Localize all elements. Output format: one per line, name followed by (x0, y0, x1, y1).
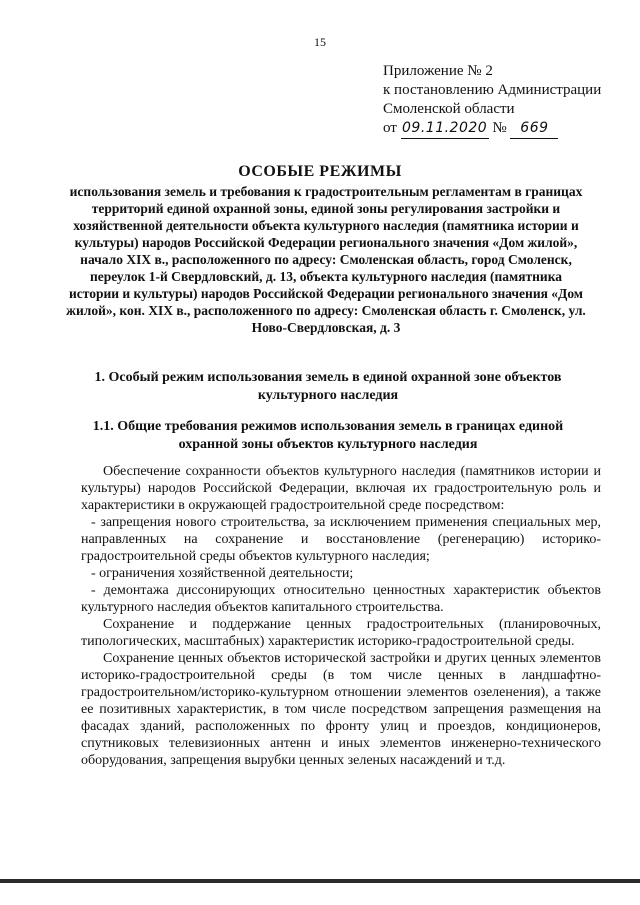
section-1-1-heading: 1.1. Общие требования режимов использования земель в границах единой охранной зоны объектов культурного наследия (92, 419, 564, 452)
handwritten-number: 669 (510, 119, 558, 139)
appendix-block (383, 62, 601, 139)
bullet-item: - запрещения нового строительства, за исключением применения специальных мер, направленных на сохранение и восстановление (регенерацию) историко-градостроительной среды объектов культурного наследия; (81, 515, 601, 564)
page-number: 15 (314, 35, 326, 49)
bullet-item: - ограничения хозяйственной деятельности; (91, 566, 354, 581)
body-text (81, 463, 601, 769)
paragraph: Обеспечение сохранности объектов культурного наследия (памятников истории и культуры) народов Российской Федерации, включая их градостроительную роль и характеристики в окружающей градостроительной среде посредством: (81, 464, 601, 513)
number-label: № (492, 120, 507, 136)
paragraph: Сохранение ценных объектов исторической застройки и других ценных элементов историко-градостроительной среды (в том числе ценных в ландшафтно-градостроительном/историко-культурном отношении элементов озеленения), а также ее позитивных характеристик, в том числе посредством запрещения размещения на фасадах зданий, расположенных по фронту улиц и проездов, кондиционеров, спутниковых телевизионных антенн и иных элементов инженерно-технического оборудования, запрещения вырубки ценных зеленых насаждений и т.д. (81, 651, 601, 768)
handwritten-date: 09.11.2020 (401, 119, 489, 139)
appendix-line-2: к постановлению Администрации (383, 82, 602, 98)
scan-edge-line (0, 879, 640, 883)
document-title: ОСОБЫЕ РЕЖИМЫ (238, 163, 402, 180)
appendix-date-line (383, 119, 601, 139)
paragraph: Сохранение и поддержание ценных градостроительных (планировочных, типологических, масштабных) характеристик историко-градостроительной среды. (81, 617, 601, 649)
section-1-heading: 1. Особый режим использования земель в единой охранной зоне объектов культурного наследия (94, 370, 562, 403)
appendix-line-3: Смоленской области (383, 101, 515, 117)
document-subtitle: использования земель и требования к градостроительным регламентам в границах территорий единой охранной зоны, единой зоны регулирования застройки и хозяйственной деятельности объекта культурного наследия (памятника истории и культуры) народов Российской Федерации регионального значения «Дом жилой», начало XIX в., расположенного по адресу: Смоленская область, город Смоленск, переулок 1-й Свердловский, д. 13, объекта культурного наследия (памятника истории и культуры) народов Российской Федерации регионального значения «Дом жилой», кон. XIX в., расположенного по адресу: Смоленская область г. Смоленск, ул. Ново-Свердловская, д. 3 (66, 184, 586, 335)
appendix-line-1: Приложение № 2 (383, 63, 493, 79)
from-label: от (383, 120, 397, 136)
bullet-item: - демонтажа диссонирующих относительно ценностных характеристик объектов культурного наследия объектов капитального строительства. (81, 583, 601, 615)
